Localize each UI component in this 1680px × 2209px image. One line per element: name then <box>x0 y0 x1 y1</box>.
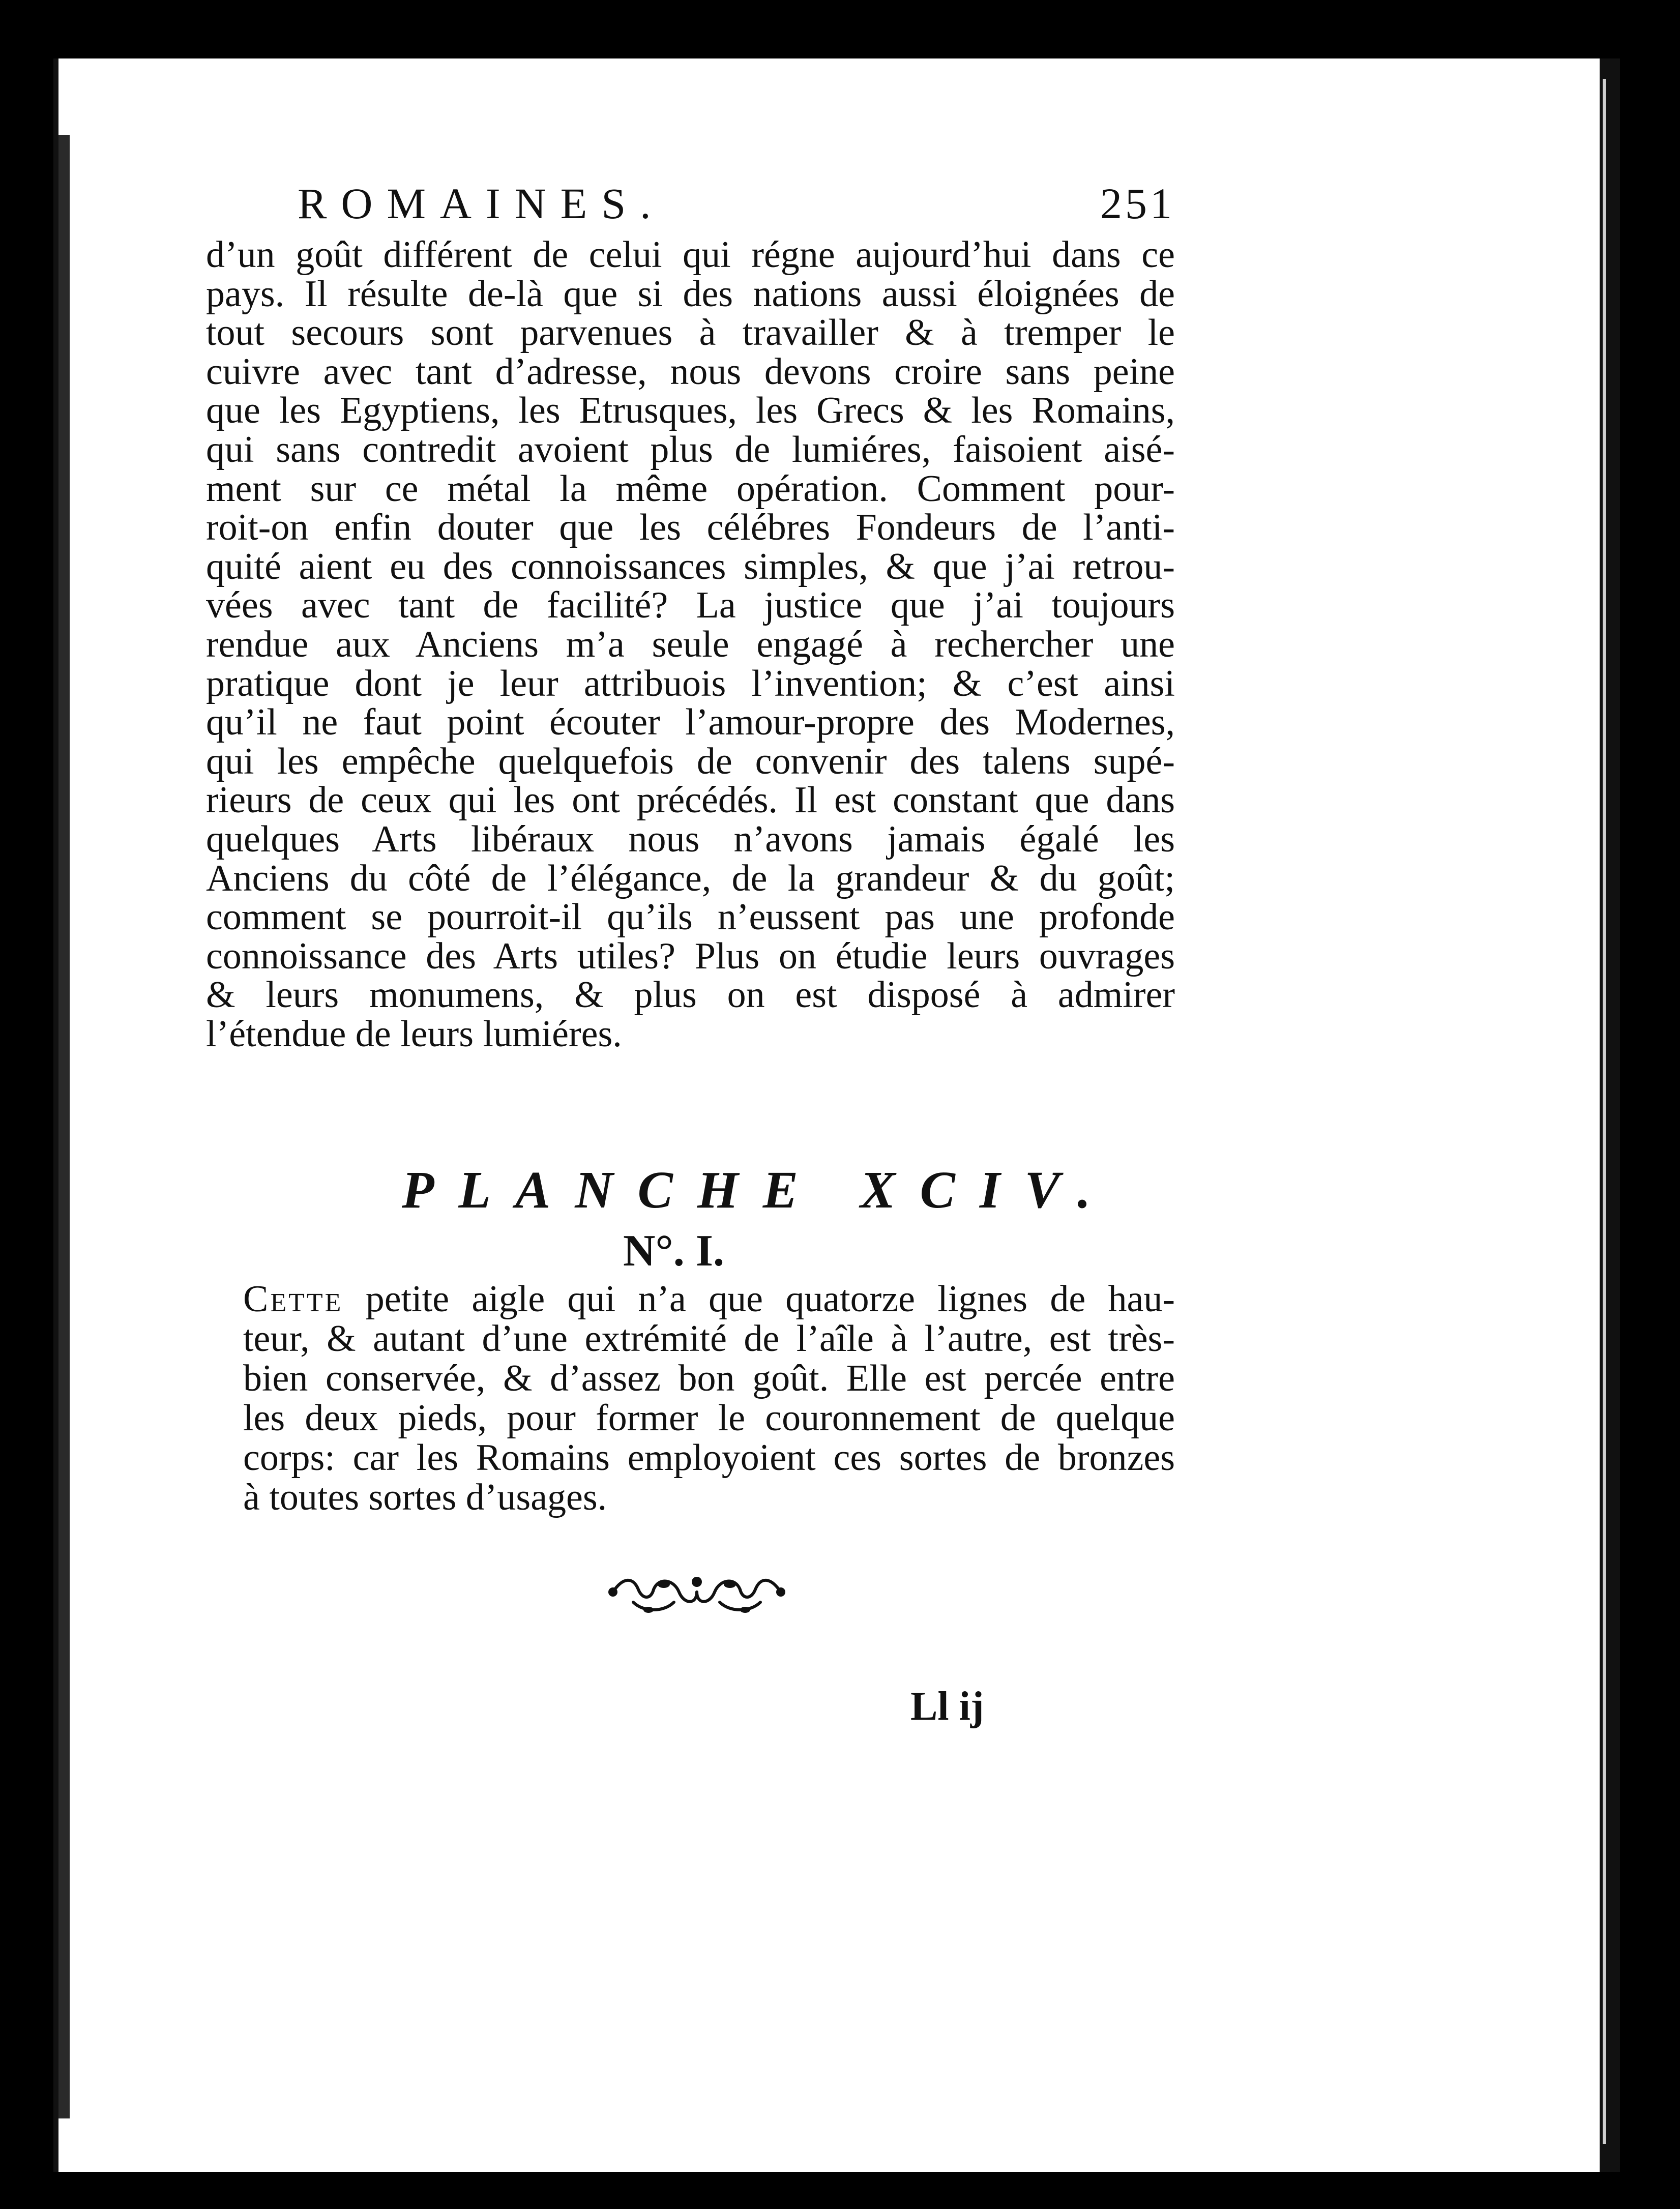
text-line: roit-on enfin douter que les célébres Fondeurs de l’anti- <box>206 507 1175 549</box>
text-line: d’un goût différent de celui qui régne aujourd’hui dans ce <box>206 234 1175 276</box>
text-line: qu’il ne faut point écouter l’amour-propre des Modernes, <box>206 701 1175 744</box>
text-line: qui les empêche quelquefois de convenir des talens supé- <box>206 740 1175 782</box>
text-line: pratique dont je leur attribuois l’invention; & c’est ainsi <box>206 662 1175 704</box>
text-line: vées avec tant de facilité? La justice que j’ai toujours <box>206 584 1175 627</box>
text-line: tout secours sont parvenues à travailler & à tremper le <box>206 312 1175 354</box>
page-gutter <box>58 135 70 2118</box>
text-line: corps: car les Romains employoient ces sortes de bronzes <box>243 1437 1175 1479</box>
section-title: PLANCHE XCIV. <box>402 1161 1115 1219</box>
lead-word: Cette <box>243 1278 343 1320</box>
text-line: l’étendue de leurs lumiéres. <box>206 1013 622 1055</box>
text-line: ment sur ce métal la même opération. Comment pour- <box>206 467 1175 510</box>
text-line: & leurs monumens, & plus on est disposé à admirer <box>206 974 1175 1016</box>
page-number: 251 <box>1100 179 1175 228</box>
signature-mark: Ll ij <box>910 1684 984 1729</box>
text-line: quité aient eu des connoissances simples, & que j’ai retrou- <box>206 545 1175 587</box>
text-line: pays. Il résulte de-là que si des nations aussi éloignées de <box>206 273 1175 315</box>
paragraph-2 <box>243 1279 1175 1517</box>
page-edge <box>1600 58 1620 2172</box>
text-line: quelques Arts libéraux nous n’avons jamais égalé les <box>206 818 1175 860</box>
section-number: N°. I. <box>623 1226 724 1276</box>
text-line: rendue aux Anciens m’a seule engagé à rechercher une <box>206 623 1175 665</box>
text-line: connoissance des Arts utiles? Plus on étudie leurs ouvrages <box>206 935 1175 977</box>
text-line: bien conservée, & d’assez bon goût. Elle est percée entre <box>243 1358 1175 1399</box>
page-header <box>206 175 1175 231</box>
text-line: Anciens du côté de l’élégance, de la grandeur & du goût; <box>206 857 1175 899</box>
paragraph-1 <box>206 235 1175 1053</box>
text-line: cuivre avec tant d’adresse, nous devons croire sans peine <box>206 350 1175 393</box>
text-line: les deux pieds, pour former le couronnement de quelque <box>243 1397 1175 1439</box>
first-line-rest: petite aigle qui n’a que quatorze lignes de hau- <box>343 1278 1175 1320</box>
text-line: comment se pourroit-il qu’ils n’eussent pas une profonde <box>206 896 1175 938</box>
text-line <box>243 1279 1175 1319</box>
running-title: ROMAINES. <box>298 179 665 228</box>
text-line: rieurs de ceux qui les ont précédés. Il est constant que dans <box>206 779 1175 821</box>
fleuron-ornament-icon <box>603 1562 791 1623</box>
text-line: qui sans contredit avoient plus de lumiéres, faisoient aisé- <box>206 428 1175 470</box>
text-line: teur, & autant d’une extrémité de l’aîle à l’autre, est très- <box>243 1318 1175 1360</box>
text-line: à toutes sortes d’usages. <box>243 1477 607 1518</box>
text-line: que les Egyptiens, les Etrusques, les Grecs & les Romains, <box>206 390 1175 432</box>
